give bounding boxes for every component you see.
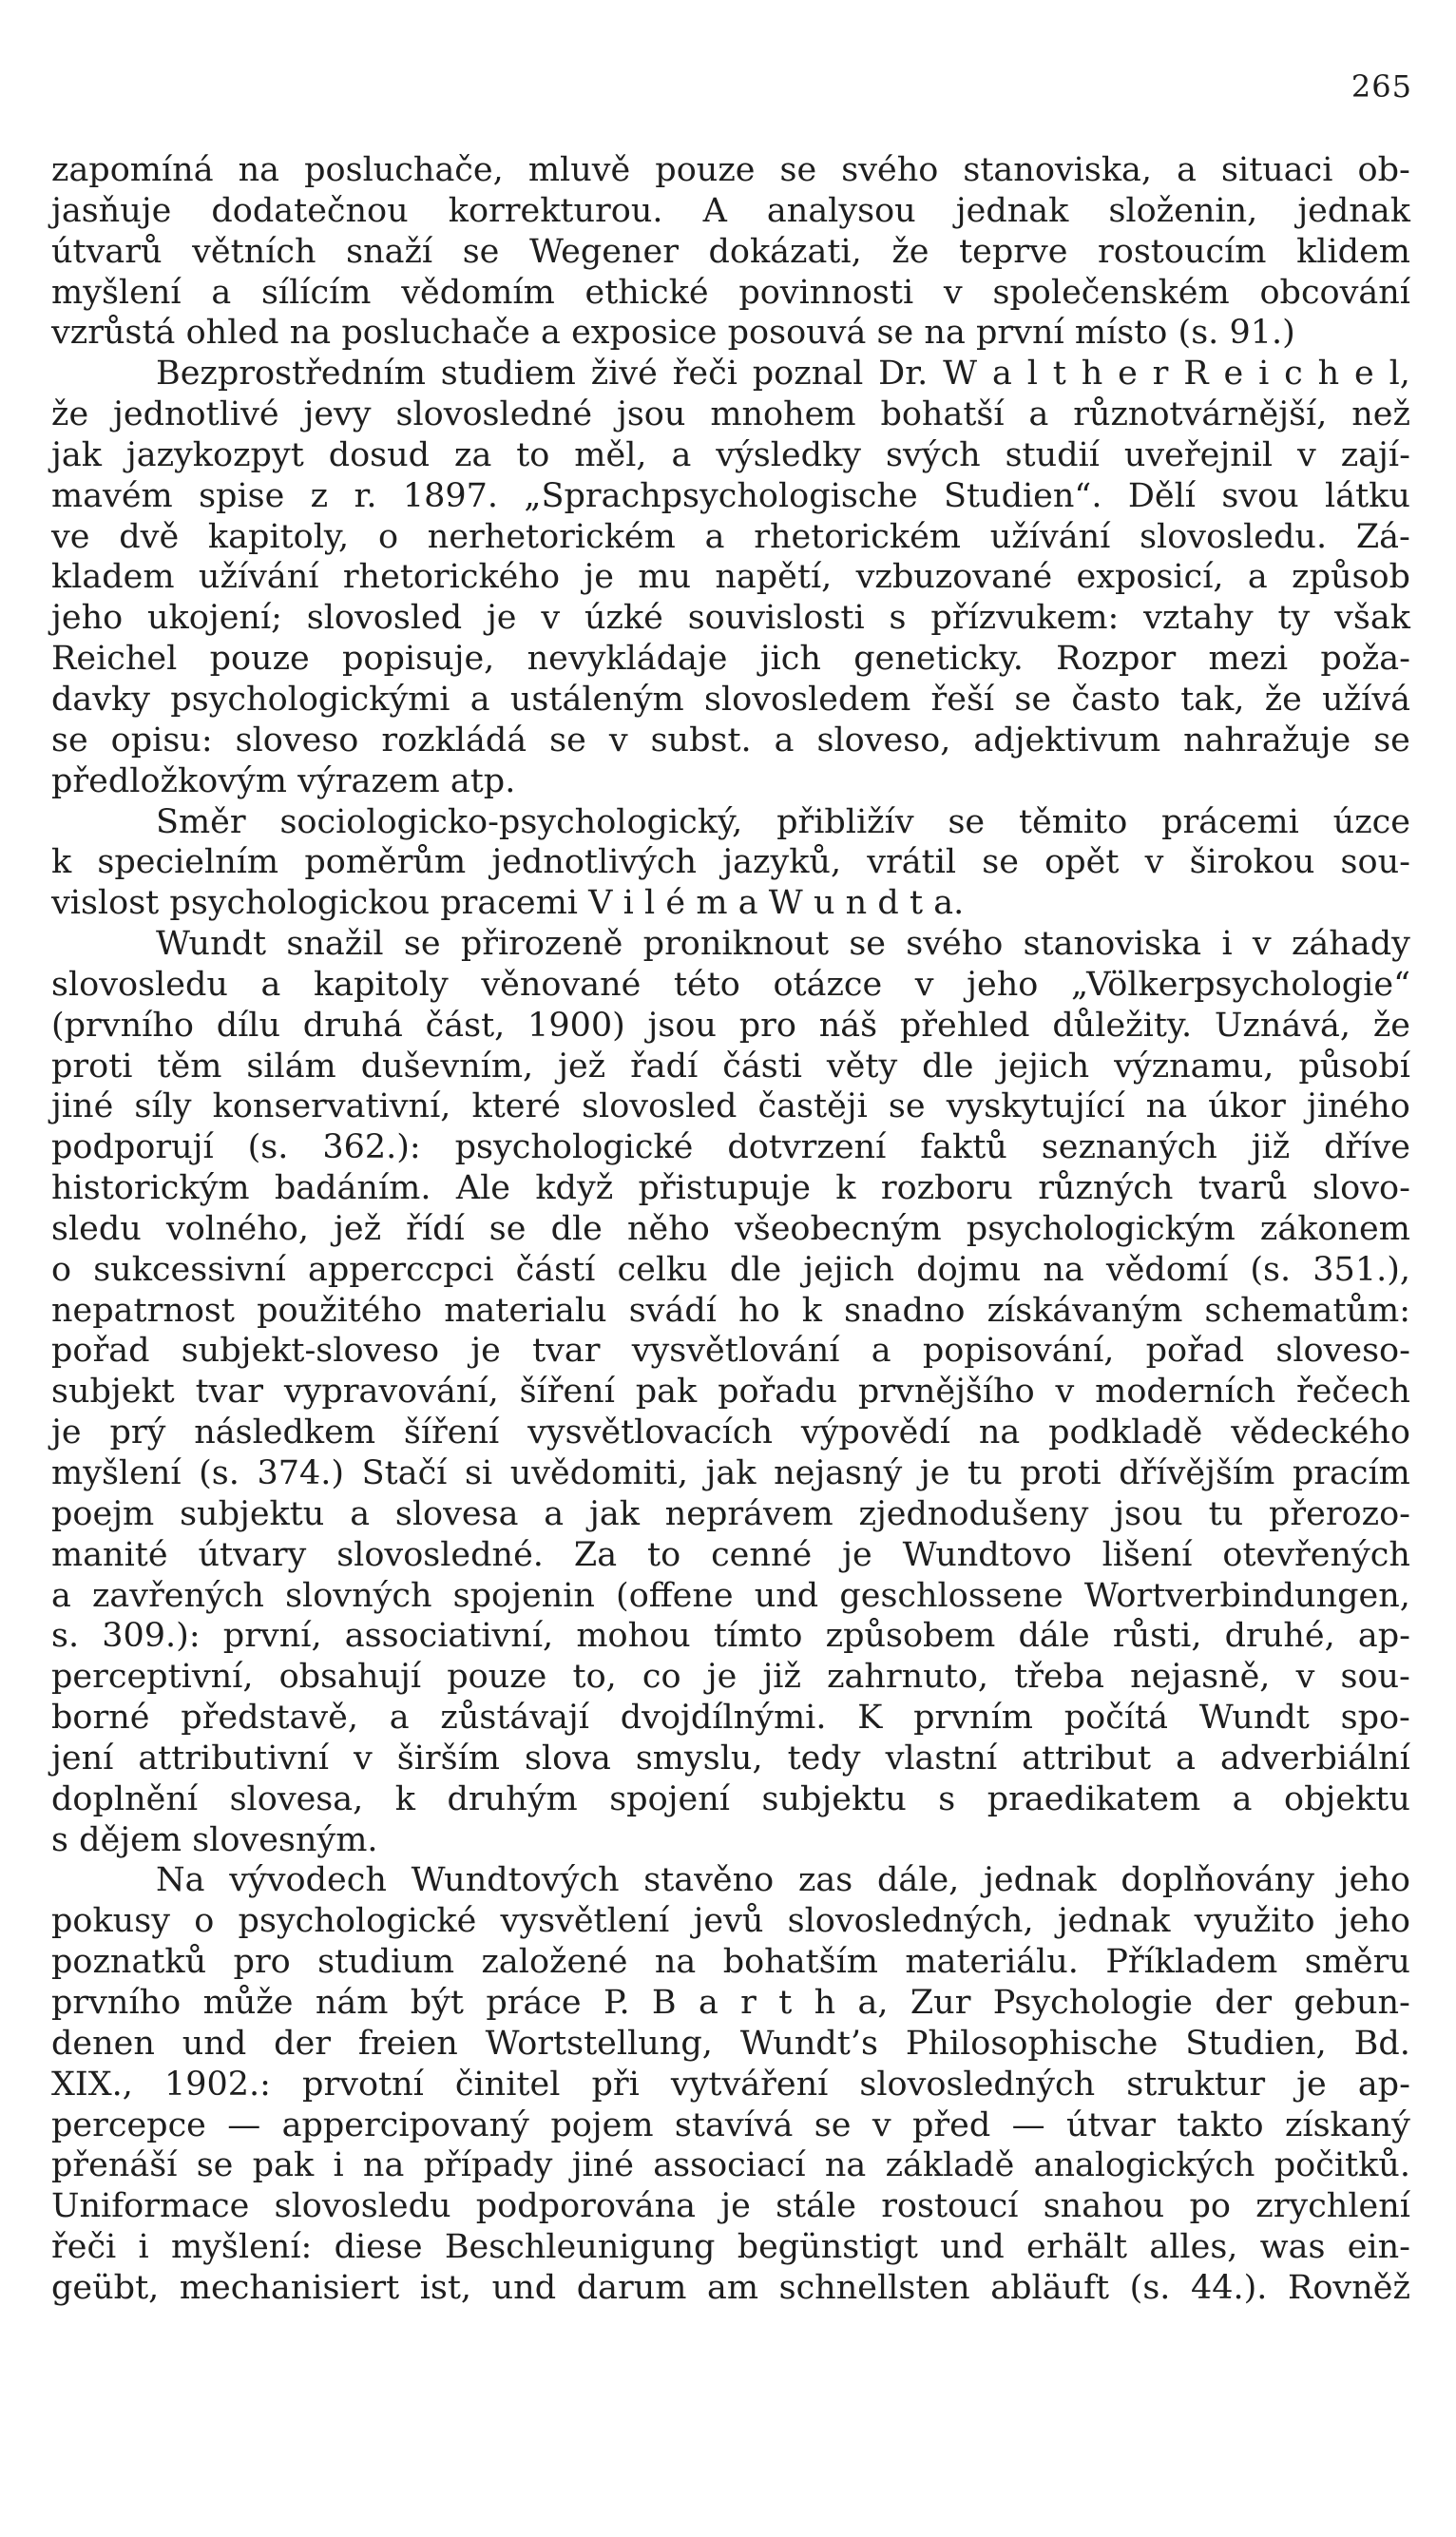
text-line: myšlení (s. 374.) Stačí si uvědomiti, jak nejasný je tu proti dřívějším pracím	[51, 1454, 1410, 1492]
text-line: myšlení a sílícím vědomím ethické povinnosti v společenském obcování	[51, 273, 1410, 312]
text-line: podporují (s. 362.): psychologické dotvrzení faktů seznaných již dříve	[51, 1128, 1410, 1167]
text-line: borné představě, a zůstávají dvojdílnými. K prvním počítá Wundt spo-	[51, 1699, 1410, 1738]
text-line: XIX., 1902.: prvotní činitel při vytváření slovosledných struktur je ap-	[51, 2065, 1410, 2104]
text-line: historickým badáním. Ale když přistupuje k rozboru různých tvarů slovo-	[51, 1169, 1410, 1208]
text-line: jasňuje dodatečnou korrekturou. A analysou jednak složenin, jednak	[51, 191, 1410, 230]
text-line: vislost psychologickou pracemi V i l é m a W u n d t a.	[51, 884, 965, 923]
text-line: subjekt tvar vypravování, šíření pak pořadu prvnějšího v moderních řečech	[51, 1373, 1410, 1412]
text-line: předložkovým výrazem atp.	[51, 761, 516, 800]
text-line: s dějem slovesným.	[51, 1820, 378, 1859]
page-number: 265	[1351, 68, 1412, 105]
text-line: poejm subjektu a slovesa a jak neprávem zjednodušeny jsou tu přerozo-	[51, 1494, 1410, 1533]
text-line: (prvního dílu druhá část, 1900) jsou pro náš přehled důležity. Uznává, že	[51, 1006, 1410, 1045]
text-line: jení attributivní v širším slova smyslu, tedy vlastní attribut a adverbiální	[51, 1739, 1410, 1778]
text-line: perceptivní, obsahují pouze to, co je již zahrnuto, třeba nejasně, v sou-	[51, 1658, 1410, 1697]
text-line: mavém spise z r. 1897. „Sprachpsychologische Studien“. Dělí svou látku	[51, 476, 1410, 515]
text-line: je prý následkem šíření vysvětlovacích výpovědí na podkladě vědeckého	[51, 1413, 1410, 1452]
text-line: poznatků pro studium založené na bohatším materiálu. Příkladem směru	[51, 1943, 1410, 1982]
body-text	[51, 150, 1410, 2309]
text-line: slovosledu a kapitoly věnované této otázce v jeho „Völkerpsychologie“	[51, 965, 1410, 1004]
text-line: ve dvě kapitoly, o nerhetorickém a rhetorickém užívání slovosledu. Zá-	[51, 517, 1410, 556]
text-line: denen und der freien Wortstellung, Wundt’s Philosophische Studien, Bd.	[51, 2024, 1410, 2063]
text-line: sledu volného, jež řídí se dle něho všeobecným psychologickým zákonem	[51, 1209, 1410, 1248]
text-line: proti těm silám duševním, jež řadí části věty dle jejich významu, působí	[51, 1047, 1410, 1086]
text-line: Směr sociologicko-psychologický, přibližív se těmito prácemi úzce	[156, 802, 1410, 841]
text-line: kladem užívání rhetorického je mu napětí, vzbuzované exposicí, a způsob	[51, 558, 1410, 597]
text-line: o sukcessivní apperccpci částí celku dle jejich dojmu na vědomí (s. 351.),	[51, 1250, 1410, 1289]
text-line: geübt, mechanisiert ist, und darum am schnellsten abläuft (s. 44.). Rovněž	[51, 2268, 1410, 2307]
text-line: útvarů větních snaží se Wegener dokázati, že teprve rostoucím klidem	[51, 232, 1410, 271]
text-line: řeči i myšlení: diese Beschleunigung begünstigt und erhält alles, was ein-	[51, 2228, 1410, 2267]
text-line: pořad subjekt-sloveso je tvar vysvětlování a popisování, pořad sloveso-	[51, 1332, 1410, 1371]
text-line: Bezprostředním studiem živé řeči poznal Dr. W a l t h e r R e i c h e l,	[156, 355, 1410, 394]
text-line: nepatrnost použitého materialu svádí ho k snadno získávaným schematům:	[51, 1291, 1410, 1330]
text-line: Wundt snažil se přirozeně proniknout se svého stanoviska i v záhady	[156, 925, 1410, 964]
text-line: manité útvary slovosledné. Za to cenné je Wundtovo lišení otevřených	[51, 1535, 1410, 1574]
text-line: s. 309.): první, associativní, mohou tímto způsobem dále růsti, druhé, ap-	[51, 1617, 1410, 1656]
text-line: zapomíná na posluchače, mluvě pouze se svého stanoviska, a situaci ob-	[51, 151, 1410, 189]
text-line: pokusy o psychologické vysvětlení jevů slovosledných, jednak využito jeho	[51, 1902, 1410, 1941]
text-line: Uniformace slovosledu podporována je stále rostoucí snahou po zrychlení	[51, 2187, 1410, 2226]
text-line: vzrůstá ohled na posluchače a exposice posouvá se na první místo (s. 91.)	[51, 314, 1295, 353]
text-line: Na vývodech Wundtových stavěno zas dále, jednak doplňovány jeho	[156, 1861, 1410, 1900]
text-line: Reichel pouze popisuje, nevykládaje jich geneticky. Rozpor mezi poža-	[51, 640, 1410, 679]
text-line: jeho ukojení; slovosled je v úzké souvislosti s přízvukem: vztahy ty však	[51, 599, 1410, 638]
text-line: jiné síly konservativní, které slovosled častěji se vyskytující na úkor jiného	[51, 1087, 1410, 1126]
text-line: a zavřených slovných spojenin (offene und geschlossene Wortverbindungen,	[51, 1576, 1410, 1615]
text-line: k specielním poměrům jednotlivých jazyků, vrátil se opět v širokou sou-	[51, 843, 1410, 882]
text-line: přenáší se pak i na případy jiné associací na základě analogických počitků.	[51, 2146, 1410, 2185]
text-line: doplnění slovesa, k druhým spojení subjektu s praedikatem a objektu	[51, 1779, 1410, 1818]
text-line: percepce — appercipovaný pojem stavívá se v před — útvar takto získaný	[51, 2105, 1410, 2144]
text-line: že jednotlivé jevy slovosledné jsou mnohem bohatší a různotvárnější, než	[51, 395, 1410, 434]
text-line: se opisu: sloveso rozkládá se v subst. a sloveso, adjektivum nahražuje se	[51, 721, 1410, 759]
text-line: prvního může nám být práce P. B a r t h a, Zur Psychologie der gebun-	[51, 1983, 1410, 2022]
text-line: jak jazykozpyt dosud za to měl, a výsledky svých studií uveřejnil v zají-	[51, 435, 1410, 474]
text-line: davky psychologickými a ustáleným slovosledem řeší se často tak, že užívá	[51, 680, 1410, 719]
